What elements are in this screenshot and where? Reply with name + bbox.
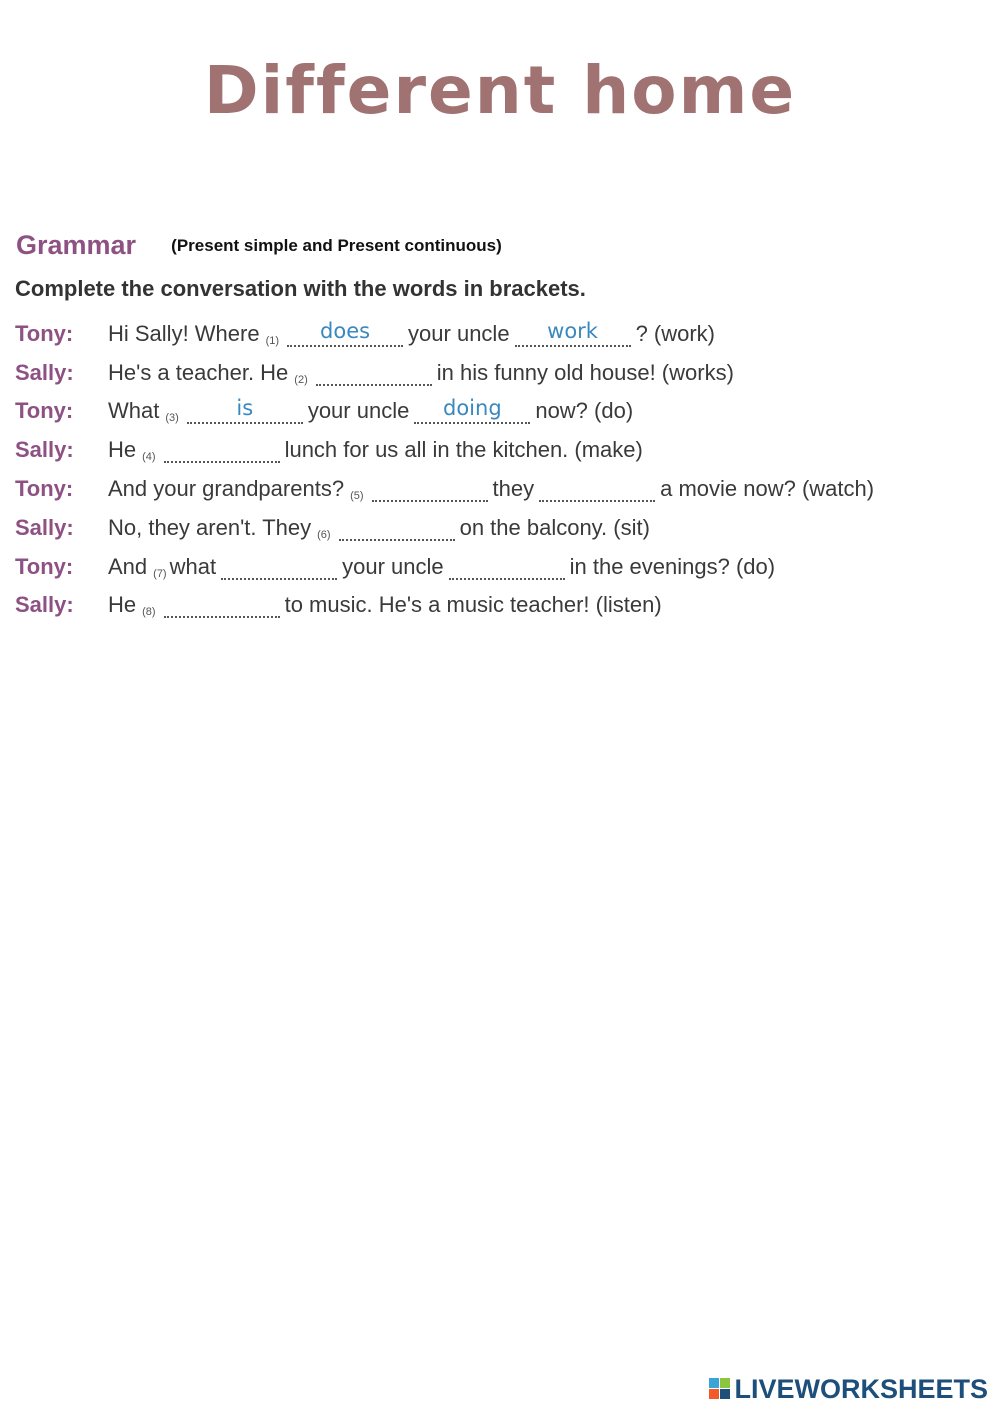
filled-answer: does: [320, 318, 371, 343]
speaker-label: Sally:: [15, 514, 74, 540]
answer-blank-5b[interactable]: [539, 478, 655, 502]
line-text: lunch for us all in the kitchen. (make): [284, 437, 643, 463]
speaker-label: Sally:: [15, 592, 74, 618]
answer-blank-7b[interactable]: [449, 556, 565, 580]
speaker-label: Sally:: [15, 359, 74, 385]
line-text: He: [108, 592, 137, 618]
gap-number: (4): [142, 451, 156, 464]
line-text: He: [108, 437, 137, 463]
filled-answer: doing: [443, 396, 502, 421]
logo-square-1: [709, 1378, 719, 1388]
conversation-line-6: [15, 506, 1000, 545]
gap-number: (5): [350, 489, 364, 502]
answer-blank-6[interactable]: [339, 517, 455, 541]
gap-number: (3): [165, 412, 179, 425]
answer-blank-3b[interactable]: [414, 396, 530, 424]
line-text: Hi Sally! Where: [108, 320, 260, 346]
worksheet-title: Different home: [203, 52, 797, 129]
gap-number: (6): [317, 528, 331, 541]
speaker-label: Tony:: [15, 398, 74, 424]
line-text: He's a teacher. He: [108, 359, 289, 385]
line-text: what: [169, 553, 217, 579]
filled-answer: work: [547, 318, 598, 343]
line-text: No, they aren't. They: [108, 514, 312, 540]
line-text: now? (do): [535, 398, 634, 424]
conversation-line-2: [15, 351, 1000, 390]
logo-text: LIVEWORKSHEETS: [734, 1373, 988, 1404]
answer-blank-4[interactable]: [164, 439, 280, 463]
grammar-heading: Grammar: [16, 230, 137, 260]
line-text: your uncle: [307, 398, 410, 424]
line-text: What: [108, 398, 160, 424]
logo-square-3: [709, 1389, 719, 1399]
grammar-header: [16, 230, 502, 264]
conversation: [15, 312, 1000, 622]
answer-blank-3a[interactable]: [187, 396, 303, 424]
line-text: in his funny old house! (works): [436, 359, 734, 385]
speaker-label: Tony:: [15, 475, 74, 501]
line-text: a movie now? (watch): [660, 475, 875, 501]
logo-square-4: [720, 1389, 730, 1399]
gap-number: (2): [294, 373, 308, 386]
line-text: in the evenings? (do): [569, 553, 776, 579]
instruction-text: Complete the conversation with the words in brackets.: [15, 276, 586, 301]
answer-blank-2[interactable]: [316, 362, 432, 386]
logo-square-2: [720, 1378, 730, 1388]
line-text: they: [492, 475, 535, 501]
grammar-subtitle: (Present simple and Present continuous): [171, 235, 502, 255]
conversation-line-3: [15, 390, 1000, 429]
line-text: on the balcony. (sit): [459, 514, 650, 540]
line-text: And your grandparents?: [108, 475, 345, 501]
speaker-label: Tony:: [15, 320, 74, 346]
gap-number: (7): [153, 567, 167, 580]
answer-blank-1b[interactable]: [515, 318, 631, 347]
conversation-line-4: [15, 428, 1000, 467]
line-text: to music. He's a music teacher! (listen): [284, 592, 662, 618]
speaker-label: Tony:: [15, 553, 74, 579]
liveworksheets-logo-icon: [709, 1378, 731, 1400]
line-text: your uncle: [342, 553, 444, 579]
line-text: ? (work): [635, 320, 716, 346]
gap-number: (8): [142, 606, 156, 619]
gap-number: (1): [265, 334, 280, 347]
line-text: your uncle: [408, 320, 510, 346]
filled-answer: is: [236, 396, 254, 421]
answer-blank-7a[interactable]: [221, 556, 337, 580]
conversation-line-1: [15, 312, 1000, 351]
conversation-line-8: [15, 584, 1000, 623]
answer-blank-8[interactable]: [164, 594, 280, 618]
conversation-line-5: [15, 467, 1000, 506]
line-text: And: [108, 553, 148, 579]
answer-blank-1a[interactable]: [287, 318, 403, 347]
conversation-line-7: [15, 545, 1000, 584]
liveworksheets-logo[interactable]: [709, 1373, 988, 1405]
answer-blank-5a[interactable]: [372, 478, 488, 502]
speaker-label: Sally:: [15, 437, 74, 463]
